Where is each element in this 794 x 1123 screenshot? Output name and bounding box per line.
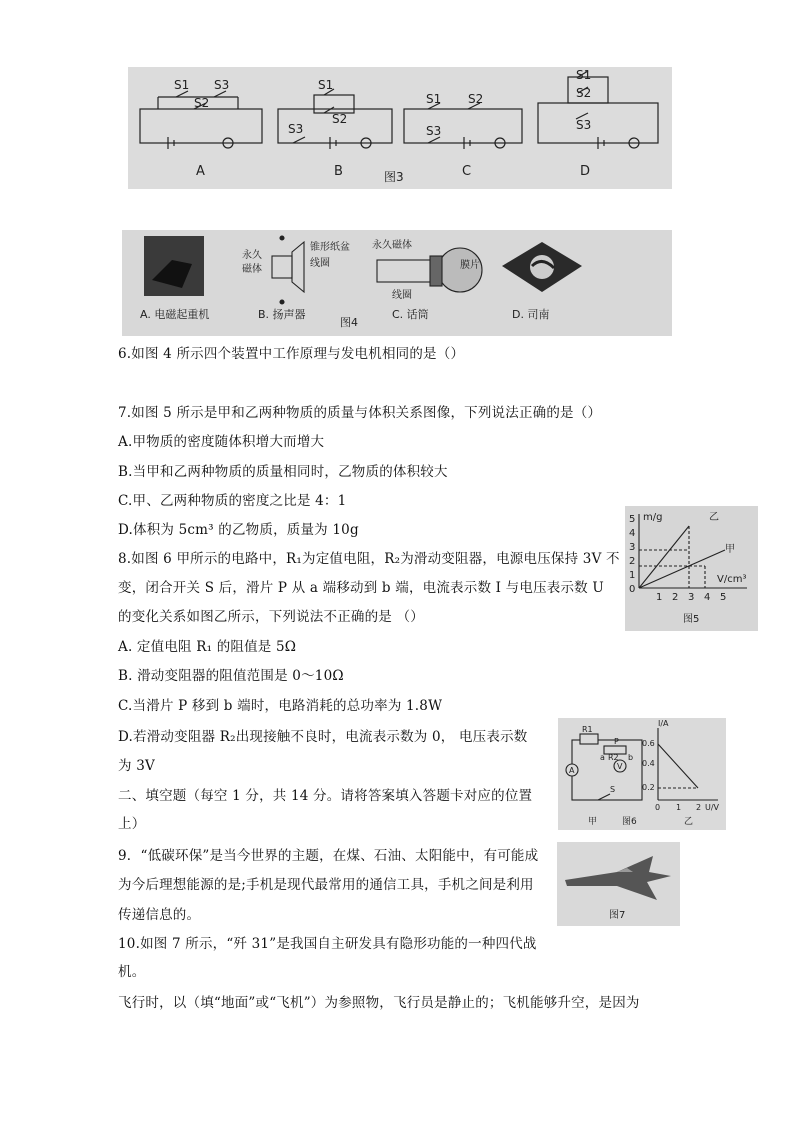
d-switch-1: S1 <box>576 68 592 82</box>
question-10-line-2: 机。 <box>118 964 146 980</box>
question-10-line-3: 飞行时，以（填“地面”或“飞机”）为参照物，飞行员是静止的；飞机能够升空，是因为 <box>118 995 640 1011</box>
fig6-label-r2: R2 <box>608 753 619 762</box>
fig5-x-tick-2: 2 <box>672 592 679 603</box>
fig6-x-label: U/V <box>705 803 720 812</box>
q8-option-b: B. 滑动变阻器的阻值范围是 0～10Ω <box>118 668 344 684</box>
speaker-part-4: 线圈 <box>310 258 330 269</box>
question-9-line-2: 为今后理想能源的是;手机是现代最常用的通信工具，手机之间是利用 <box>118 877 534 893</box>
fig6-x-tick-1: 1 <box>676 803 682 812</box>
fig6-x-tick-2: 2 <box>696 803 702 812</box>
fig6-label-switch: S <box>610 785 616 794</box>
fig5-y-tick-1: 1 <box>629 570 636 581</box>
q8-option-d-line-1: D.若滑动变阻器 R₂出现接触不良时，电流表示数为 0， 电压表示数 <box>118 729 528 745</box>
fig5-y-tick-5: 5 <box>629 514 636 525</box>
fig6-y-tick-04: 0.4 <box>642 759 655 768</box>
fig5-x-tick-1: 1 <box>656 592 663 603</box>
fig5-series-label-yi: 乙 <box>709 512 719 523</box>
b-switch-3: S3 <box>288 122 304 136</box>
c-switch-1: S1 <box>426 92 442 106</box>
figure-7-caption: 图7 <box>609 910 626 921</box>
q8-option-a: A. 定值电阻 R₁ 的阻值是 5Ω <box>118 639 297 655</box>
fig6-y-tick-06: 0.6 <box>642 739 655 748</box>
fig6-label-voltmeter: V <box>617 762 623 771</box>
fig5-series-label-jia: 甲 <box>725 544 735 555</box>
device-d-label: D. 司南 <box>512 308 550 321</box>
fig6-label-r1: R1 <box>582 725 593 734</box>
question-6: 6.如图 4 所示四个装置中工作原理与发电机相同的是（） <box>118 346 465 362</box>
question-8-line-1: 8.如图 6 甲所示的电路中，R₁为定值电阻，R₂为滑动变阻器，电源电压保持 3V 不 <box>118 551 620 567</box>
fig5-y-tick-2: 2 <box>629 556 636 567</box>
mic-part-1: 永久磁体 <box>372 240 412 251</box>
fig5-y-label: m/g <box>643 512 663 523</box>
d-switch-3: S3 <box>576 118 592 132</box>
fig5-x-tick-4: 4 <box>704 592 711 603</box>
circuit-b-letter: B <box>334 164 343 179</box>
mic-part-2: 膜片 <box>460 260 480 271</box>
fig5-y-tick-4: 4 <box>629 528 636 539</box>
figure-4 <box>122 230 672 336</box>
q8-option-c: C.当滑片 P 移到 b 端时，电路消耗的总功率为 1.8W <box>118 698 443 714</box>
b-switch-1: S1 <box>318 78 334 92</box>
speaker-part-3: 锥形纸盆 <box>310 242 350 253</box>
figure-4-caption: 图4 <box>340 316 358 329</box>
fig5-x-tick-5: 5 <box>720 592 727 603</box>
figure-6 <box>558 718 726 830</box>
question-8-line-3: 的变化关系如图乙所示，下列说法不正确的是 （） <box>118 609 424 625</box>
figure-3 <box>128 67 672 189</box>
section-2-heading-line-2: 上） <box>118 816 146 832</box>
circuit-c-letter: C <box>462 164 472 179</box>
question-7: 7.如图 5 所示是甲和乙两种物质的质量与体积关系图像，下列说法正确的是（） <box>118 405 602 421</box>
figure-5 <box>625 506 758 631</box>
q8-option-d-line-2: 为 3V <box>118 758 155 774</box>
q7-option-c: C.甲、乙两种物质的密度之比是 4：1 <box>118 493 347 509</box>
c-switch-2: S2 <box>468 92 484 106</box>
a-switch-1: S1 <box>174 78 190 92</box>
question-10-line-1: 10.如图 7 所示，“歼 31”是我国自主研发具有隐形功能的一种四代战 <box>118 936 537 952</box>
section-2-heading-line-1: 二、填空题（每空 1 分，共 14 分。请将答案填入答题卡对应的位置 <box>118 788 533 804</box>
speaker-part-2: 磁体 <box>242 264 262 275</box>
fig6-y-label: I/A <box>658 719 669 728</box>
fighter-jet-icon <box>565 856 671 900</box>
question-9-line-1: 9．“低碳环保”是当今世界的主题，在煤、石油、太阳能中，有可能成 <box>118 848 539 864</box>
a-switch-2: S3 <box>214 78 230 92</box>
fig5-x-tick-0: 0 <box>629 584 636 595</box>
q7-option-b: B.当甲和乙两种物质的质量相同时，乙物质的体积较大 <box>118 464 448 480</box>
fig6-left-label: 甲 <box>588 817 598 827</box>
a-switch-3: S2 <box>194 96 210 110</box>
fig6-right-label: 乙 <box>684 817 694 827</box>
circuit-a-letter: A <box>196 164 205 179</box>
figure-5-caption: 图5 <box>683 614 700 625</box>
fig6-label-b: b <box>628 753 634 762</box>
question-8-line-2: 变，闭合开关 S 后，滑片 P 从 a 端移动到 b 端，电流表示数 I 与电压表示数 U <box>118 580 604 596</box>
question-9-line-3: 传递信息的。 <box>118 907 201 923</box>
speaker-part-1: 永久 <box>242 250 262 261</box>
fig5-x-label: V/cm³ <box>717 574 747 585</box>
figure-7 <box>557 842 680 926</box>
figure-6-caption: 图6 <box>622 817 637 827</box>
d-switch-2: S2 <box>576 86 592 100</box>
device-b-label: B. 扬声器 <box>258 308 306 321</box>
fig6-label-ammeter: A <box>569 766 575 775</box>
fig5-y-tick-3: 3 <box>629 542 636 553</box>
mic-part-3: 线圈 <box>392 290 412 301</box>
fig6-x-tick-0: 0 <box>655 803 661 812</box>
fig6-label-a: a <box>600 753 605 762</box>
circuit-d-letter: D <box>580 164 591 179</box>
figure-3-caption: 图3 <box>384 170 404 184</box>
fig5-x-tick-3: 3 <box>688 592 695 603</box>
fig6-y-tick-02: 0.2 <box>642 783 655 792</box>
fig6-label-p: P <box>614 737 619 746</box>
c-switch-3: S3 <box>426 124 442 138</box>
q7-option-a: A.甲物质的密度随体积增大而增大 <box>118 434 325 450</box>
device-c-label: C. 话筒 <box>392 308 429 321</box>
q7-option-d: D.体积为 5cm³ 的乙物质，质量为 10g <box>118 522 359 538</box>
b-switch-2: S2 <box>332 112 348 126</box>
device-a-label: A. 电磁起重机 <box>140 308 210 321</box>
